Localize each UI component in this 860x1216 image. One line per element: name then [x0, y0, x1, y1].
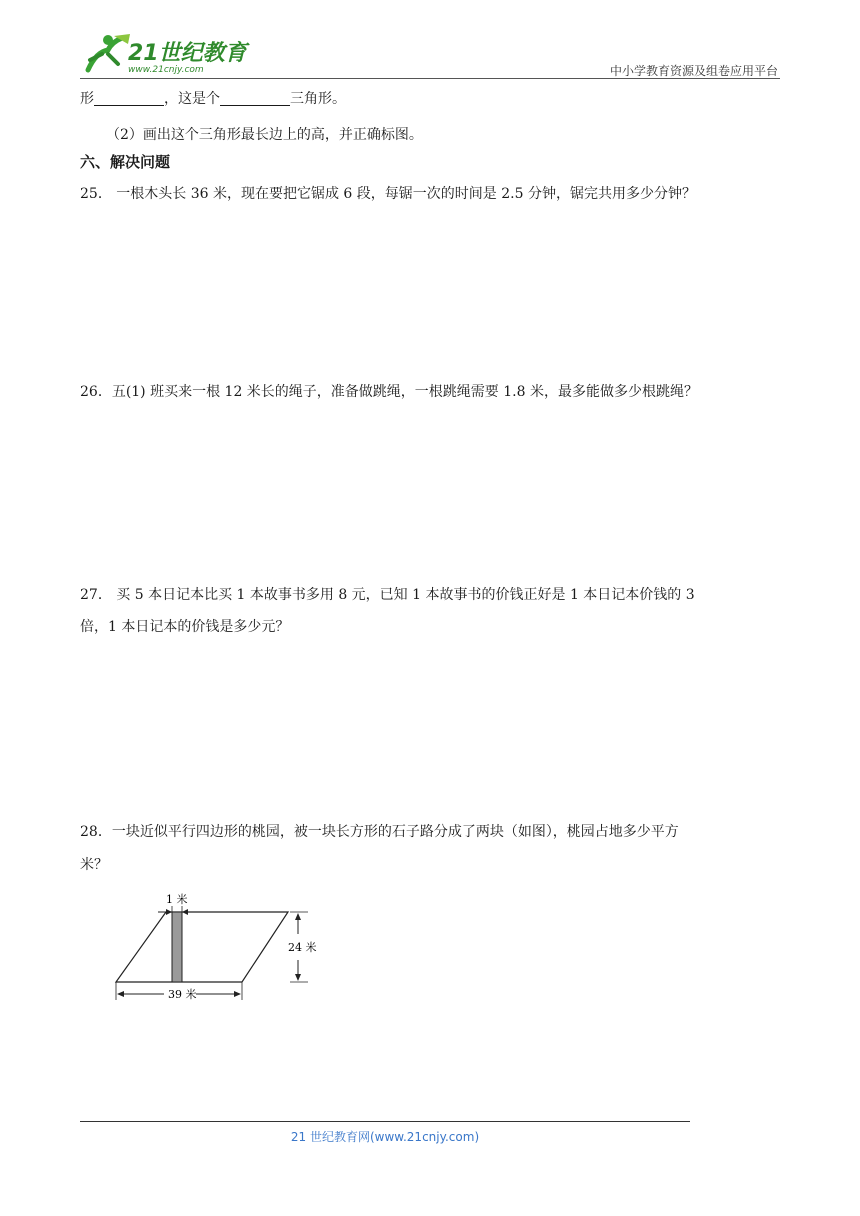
question-27-line-1: 27． 买 5 本日记本比买 1 本故事书多用 8 元，已知 1 本故事书的价钱正好是 1 本日记本价钱的 3 — [80, 587, 695, 603]
question-26: 26．五(1) 班买来一根 12 米长的绳子，准备做跳绳，一根跳绳需要 1.8 米，最多能做多少根跳绳？ — [80, 384, 698, 400]
question-28-line-1: 28．一块近似平行四边形的桃园，被一块长方形的石子路分成了两块（如图），桃园占地多少平方 — [80, 824, 679, 840]
header-divider — [80, 78, 780, 79]
question-25: 25． 一根木头长 36 米，现在要把它锯成 6 段，每锯一次的时间是 2.5 分钟，锯完共用多少分钟？ — [80, 186, 696, 202]
question-27-line-2: 倍，1 本日记本的价钱是多少元？ — [80, 619, 290, 635]
runner-logo-icon — [88, 34, 130, 70]
logo-url-text: www.21cnjy.com — [128, 65, 204, 75]
question-28-line-2: 米？ — [80, 857, 108, 873]
parallelogram-shape — [116, 912, 288, 982]
height-label: 24 米 — [288, 941, 317, 954]
road-width-label: 1 米 — [166, 893, 188, 906]
stone-road — [172, 912, 182, 982]
section-title: 六、解决问题 — [80, 153, 171, 171]
base-label: 39 米 — [168, 988, 197, 1001]
footer-divider — [80, 1121, 690, 1122]
footer-link[interactable]: 21 世纪教育网(www.21cnjy.com) — [290, 1130, 480, 1144]
answer-blank[interactable] — [94, 89, 164, 106]
sub-question-2: （2）画出这个三角形最长边上的高，并正确标图。 — [106, 127, 423, 143]
question-24-fragment: 形 ，这是个 三角形。 — [80, 91, 346, 107]
parallelogram-figure — [108, 888, 328, 1012]
logo-main-text: 21世纪教育 — [128, 41, 247, 66]
site-logo — [78, 30, 258, 76]
site-tagline: 中小学教育资源及组卷应用平台 — [609, 64, 778, 78]
answer-blank[interactable] — [220, 89, 290, 106]
